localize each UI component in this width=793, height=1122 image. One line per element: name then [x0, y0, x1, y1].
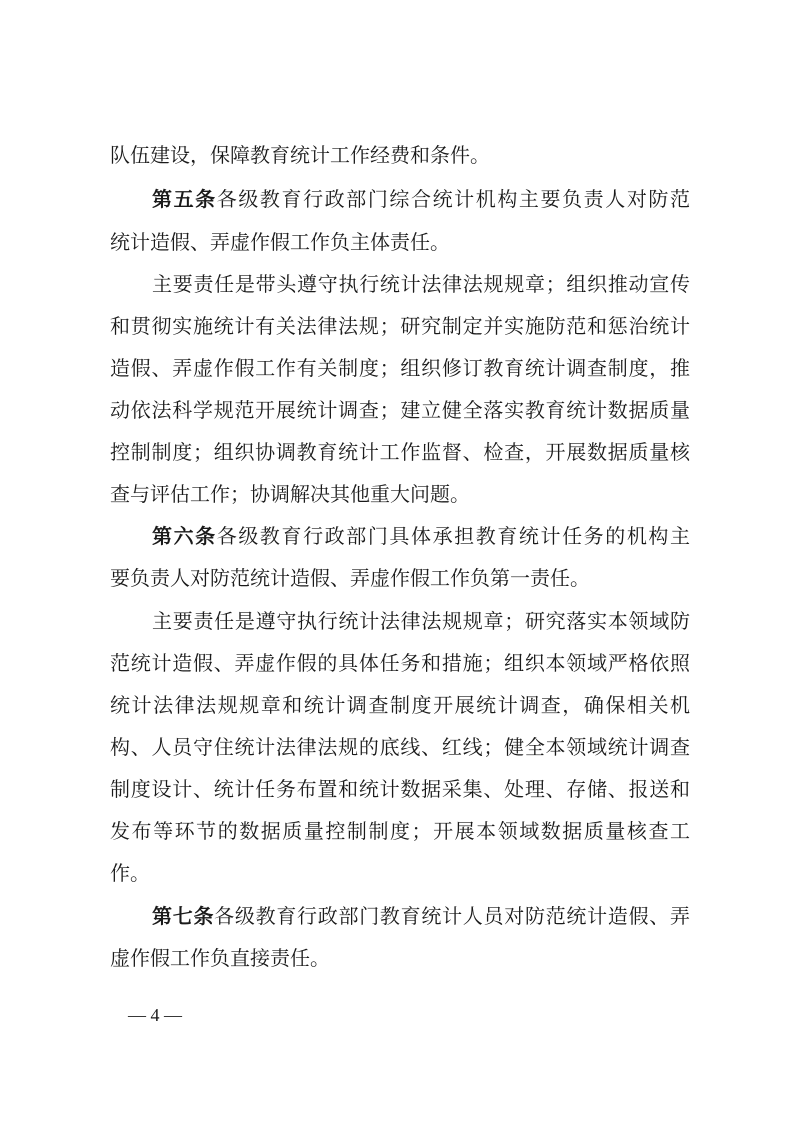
article-6-duties-line-7: 作。: [110, 861, 150, 885]
article-5-duties-line-5: 控制制度；组织协调教育统计工作监督、检查，开展数据质量核: [110, 440, 690, 464]
article-7-title: 第七条: [152, 904, 215, 928]
article-5-duties-line-2: 和贯彻实施统计有关法律法规；研究制定并实施防范和惩治统计: [110, 314, 690, 338]
paragraph-continuation-line: 队伍建设，保障教育统计工作经费和条件。: [110, 143, 490, 167]
article-6-duties-line-4: 构、人员守住统计法律法规的底线、红线；健全本领域统计调查: [110, 735, 690, 759]
article-6-line-2: 要负责人对防范统计造假、弄虚作假工作负第一责任。: [110, 566, 590, 590]
article-6-duties-line-1: 主要责任是遵守执行统计法律法规规章；研究落实本领域防: [152, 609, 690, 633]
article-7-line-1: [152, 903, 690, 929]
article-6-text: 各级教育行政部门具体承担教育统计任务的机构主: [216, 524, 690, 548]
article-6-line-1: [152, 523, 690, 549]
article-5-duties-line-1: 主要责任是带头遵守执行统计法律法规规章；组织推动宣传: [152, 272, 690, 296]
article-6-title: 第六条: [152, 524, 217, 548]
article-6-duties-line-5: 制度设计、统计任务布置和统计数据采集、处理、存储、报送和: [110, 777, 690, 801]
article-5-duties-line-3: 造假、弄虚作假工作有关制度；组织修订教育统计调查制度，推: [110, 356, 690, 380]
article-5-title: 第五条: [152, 187, 217, 211]
page-number: — 4 —: [128, 1005, 182, 1025]
article-5-duties-line-4: 动依法科学规范开展统计调查；建立健全落实教育统计数据质量: [110, 398, 690, 422]
article-6-duties-line-3: 统计法律法规规章和统计调查制度开展统计调查，确保相关机: [110, 693, 690, 717]
article-7-line-2: 虚作假工作负直接责任。: [110, 946, 330, 970]
article-6-duties-line-6: 发布等环节的数据质量控制制度；开展本领域数据质量核查工: [110, 819, 690, 843]
article-5-line-1: [152, 186, 690, 212]
article-5-duties-line-6: 查与评估工作；协调解决其他重大问题。: [110, 482, 470, 506]
article-7-text: 各级教育行政部门教育统计人员对防范统计造假、弄: [214, 904, 691, 928]
article-6-duties-line-2: 范统计造假、弄虚作假的具体任务和措施；组织本领域严格依照: [110, 651, 690, 675]
article-5-text: 各级教育行政部门综合统计机构主要负责人对防范: [216, 187, 690, 211]
article-5-line-2: 统计造假、弄虚作假工作负主体责任。: [110, 230, 450, 254]
